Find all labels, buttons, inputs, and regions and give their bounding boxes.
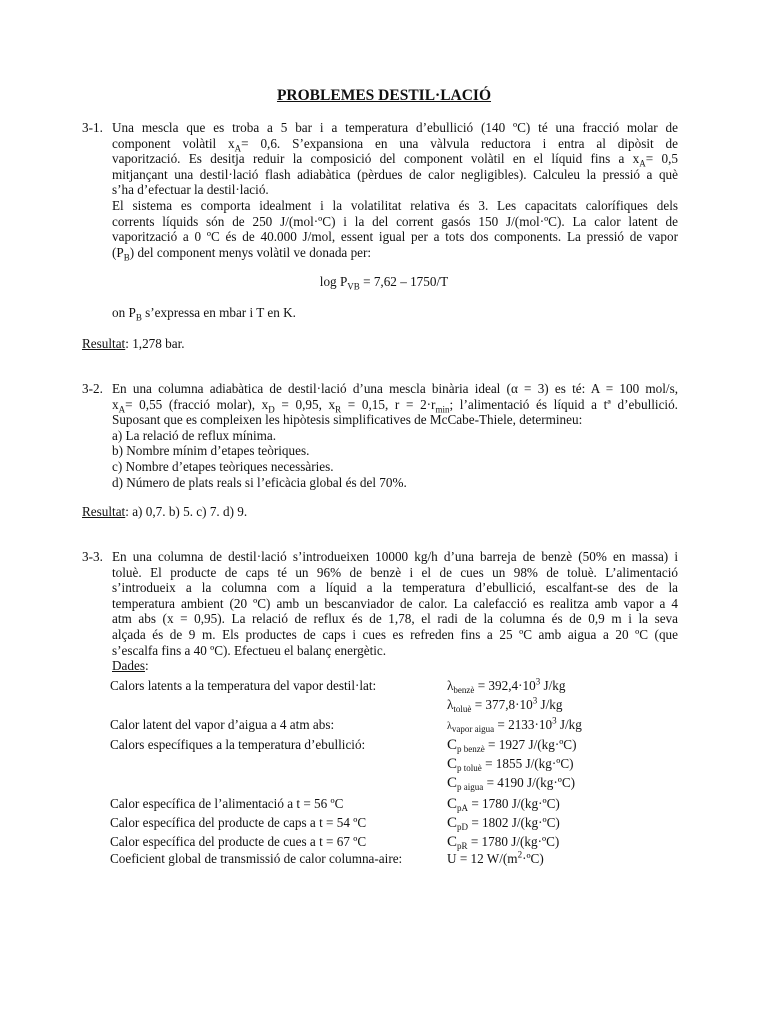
data-value: $C_{pD} = 1802$ J/(kg·ºC) bbox=[447, 815, 560, 832]
text-line: Una mescla que es troba a 5 bar i a temperatura d’ebullició (140 ºC) té una fracció molar de bbox=[112, 120, 678, 135]
result-3-1: Resultat: 1,278 bar. bbox=[82, 336, 185, 351]
text-line: corrents líquids són de 250 J/(mol·ºC) i la del corrent gasós 150 J/(mol·ºC). La calor latent de bbox=[112, 213, 678, 229]
text-line: El sistema es comporta idealment i la volatilitat relativa és 3. Les capacitats calorífiques dels bbox=[112, 197, 678, 213]
units-note: on $P_B$ s’expressa en mbar i T en K. bbox=[112, 305, 296, 323]
data-label: Calor latent del vapor d’aigua a 4 atm abs: bbox=[110, 717, 335, 732]
result-3-2: Resultat: a) 0,7. b) 5. c) 7. d) 9. bbox=[82, 504, 248, 519]
data-value: $C_{pR} = 1780$ J/(kg·ºC) bbox=[447, 834, 560, 851]
text-line: toluè. El producte de caps té un 96% de benzè i el de cues un 98% de toluè. L’alimentació bbox=[112, 564, 678, 580]
data-value: $\lambda_{benzè} = 392,4\cdot 10^3$ J/kg bbox=[447, 676, 566, 695]
text-line: vaporització a 0 ºC és de 40.000 J/mol, essent igual per a tots dos components. La pressió de vapor bbox=[112, 229, 678, 245]
text-line: temperatura ambient (20 ºC) amb un bescanviador de calor. La calefacció es realitza amb vapor a 4 bbox=[112, 595, 678, 611]
text-line: $x_A= 0,55$ (fracció molar), $x_D = 0,95$, $x_R = 0,15$, $r = 2\cdot r_{min}$; l’alimentació és líquid a tª d’ebullició. bbox=[112, 396, 678, 415]
text-line: s’introdueix a la columna com a líquid a la temperatura d’ebullició, escalfant-se des de la bbox=[112, 580, 678, 596]
problem-3-3-text bbox=[112, 549, 678, 674]
text-line: alçada és de 9 m. Els productes de caps i cues es refreden fins a 25 ºC amb aigua a 20 ºC (que bbox=[112, 626, 678, 642]
problem-3-2-text bbox=[112, 381, 678, 490]
data-value: $C_{p aigua} = 4190$ J/(kg·ºC) bbox=[447, 775, 576, 792]
problem-number: 3-2. bbox=[82, 381, 103, 396]
problem-number: 3-3. bbox=[82, 549, 103, 564]
text-line: s’escalfa fins a 40 ºC). Efectueu el balanç energètic. bbox=[112, 642, 387, 658]
text-line: En una columna adiabàtica de destil·lació d’una mescla binària ideal (α = 3) es té: A = 100 mol/s, bbox=[112, 381, 678, 396]
text-line: Suposant que es compleixen les hipòtesis simplificatives de McCabe-Thiele, determineu: bbox=[112, 412, 583, 428]
data-heading: Dades: bbox=[112, 658, 149, 674]
text-line: $(P_B)$ del component menys volàtil ve donada per: bbox=[112, 244, 372, 263]
data-value: $C_{p benzè} = 1927$ J/(kg·ºC) bbox=[447, 737, 577, 754]
data-value: $C_{p toluè} = 1855$ J/(kg·ºC) bbox=[447, 756, 574, 773]
list-item: b) Nombre mínim d’etapes teòriques. bbox=[112, 443, 310, 459]
vapor-pressure-equation: $\log P_{VB} = 7,62 - 1750/T$ bbox=[319, 274, 449, 292]
list-item: d) Número de plats reals si l’eficàcia global és del 70%. bbox=[112, 474, 407, 490]
data-value: $\lambda_{toluè} = 377,8\cdot 10^3$ J/kg bbox=[447, 695, 563, 714]
text-line: mitjançant una destil·lació flash adiabàtica (pèrdues de calor negligibles). Calculeu la pressió a què bbox=[112, 166, 678, 182]
data-label: Calor específica del producte de cues a t = 67 ºC bbox=[110, 834, 367, 849]
list-item: c) Nombre d’etapes teòriques necessàries. bbox=[112, 458, 334, 474]
data-value: U = 12 $W/(m^2\cdot ºC)$ bbox=[447, 849, 544, 866]
text-line: component volàtil $x_A= 0,6$. S’expansiona en una vàlvula reductora i entra al dipòsit de bbox=[112, 135, 679, 154]
data-label: Calors específiques a la temperatura d’ebullició: bbox=[110, 737, 366, 752]
data-label: Calors latents a la temperatura del vapor destil·lat: bbox=[110, 678, 377, 693]
text-line: vaporització. Es desitja reduir la composició del component volàtil en el líquid fins a $x_A= 0,5$ bbox=[112, 151, 678, 169]
data-label: Calor específica del producte de caps a t = 54 ºC bbox=[110, 815, 367, 830]
page-title: PROBLEMES DESTIL·LACIÓ bbox=[276, 87, 492, 104]
problem-3-1-text bbox=[112, 120, 679, 263]
text-line: s’ha d’efectuar la destil·lació. bbox=[112, 182, 269, 198]
data-label: Coeficient global de transmissió de calor columna-aire: bbox=[110, 851, 403, 866]
data-value: $C_{pA} = 1780$ J/(kg·ºC) bbox=[447, 796, 560, 813]
list-item: a) La relació de reflux mínima. bbox=[112, 427, 277, 443]
data-label: Calor específica de l’alimentació a t = 56 ºC bbox=[110, 796, 344, 811]
data-value: $\lambda_{vapor aigua} = 2133\cdot 10^3$ J/kg bbox=[447, 715, 582, 734]
text-line: En una columna de destil·lació s’introdueixen 10000 kg/h d’una barreja de benzè (50% en massa) i bbox=[112, 549, 678, 564]
text-line: atm abs (x = 0,95). La relació de reflux és de 1,78, el radi de la columna és de 0,9 m i la seva bbox=[112, 611, 678, 627]
problem-number: 3-1. bbox=[82, 120, 103, 135]
